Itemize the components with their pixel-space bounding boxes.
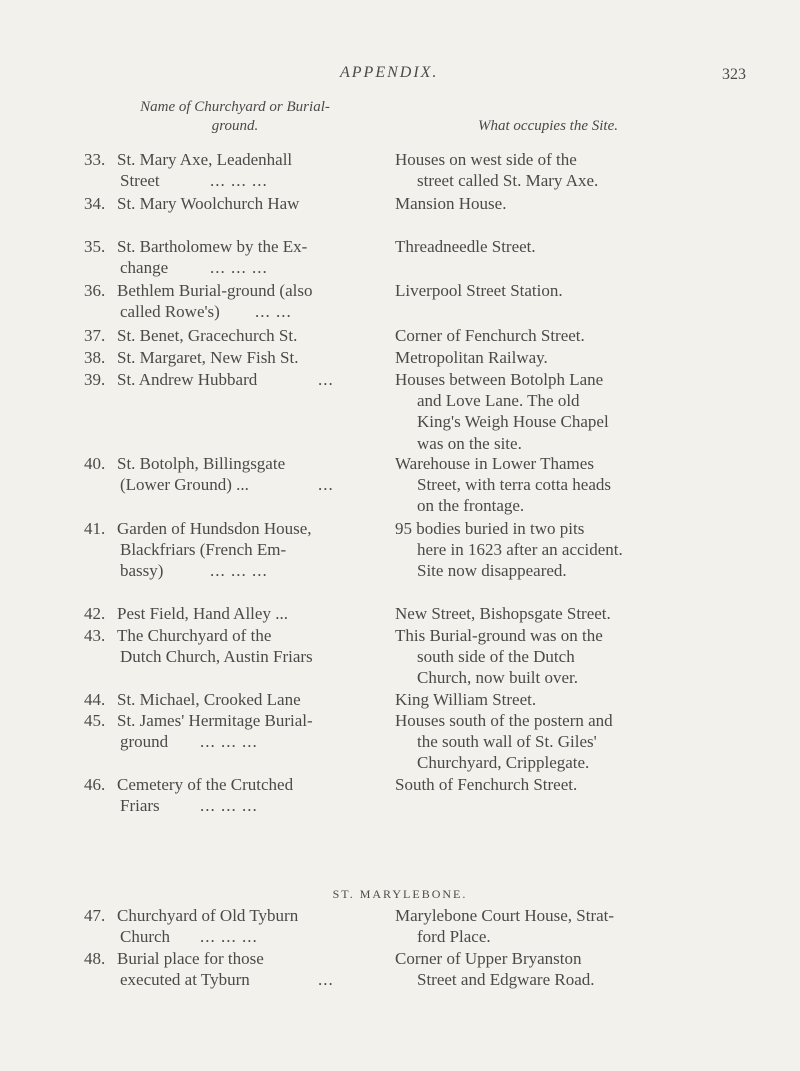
burial-ground-name-line: Friars	[120, 796, 160, 816]
entry-number: 38.	[84, 348, 106, 367]
site-occupant-line: Marylebone Court House, Strat-	[395, 906, 615, 925]
entry-number: 34.	[84, 194, 106, 213]
burial-ground-name-line: Churchyard of Old Tyburn	[117, 906, 299, 925]
site-occupant-line: the south wall of St. Giles'	[417, 732, 597, 752]
burial-ground-name-line: Cemetery of the Crutched	[117, 775, 294, 794]
burial-ground-name-line: Burial place for those	[117, 949, 264, 968]
burial-ground-name-line: called Rowe's)	[120, 302, 220, 322]
site-occupant-line: Mansion House.	[395, 194, 507, 213]
burial-ground-name-line: ground	[120, 732, 169, 752]
site-occupant-line: King William Street.	[395, 690, 537, 709]
entry-number: 36.	[84, 281, 106, 300]
site-occupant-line: and Love Lane. The old	[417, 391, 580, 411]
burial-ground-name-line: The Churchyard of the	[117, 626, 272, 645]
entry-number: 35.	[84, 237, 106, 256]
site-occupant-line: King's Weigh House Chapel	[417, 412, 609, 432]
left-heading-line: ground.	[211, 118, 259, 134]
site-occupant-line: Houses on west side of the	[395, 150, 577, 169]
burial-ground-name-line: Bethlem Burial-ground (also	[117, 281, 313, 300]
burial-ground-name-line: St. Michael, Crooked Lane	[117, 690, 301, 709]
site-occupant-line: Street, with terra cotta heads	[417, 475, 612, 495]
burial-ground-name-line: Blackfriars (French Em-	[120, 540, 287, 560]
burial-ground-name-line: Garden of Hundsdon House,	[117, 519, 312, 538]
entry-number: 41.	[84, 519, 106, 538]
burial-ground-name-line: St. Botolph, Billingsgate	[117, 454, 286, 473]
site-occupant-line: This Burial-ground was on the	[395, 626, 603, 645]
site-occupant-line: Church, now built over.	[417, 668, 579, 688]
leader-dots: ... ... ...	[210, 561, 268, 581]
burial-ground-name-line: St. Mary Axe, Leadenhall	[117, 150, 293, 169]
entry-number: 48.	[84, 949, 106, 968]
site-occupant-line: New Street, Bishopsgate Street.	[395, 604, 611, 623]
burial-ground-name-line: change	[120, 258, 169, 278]
leader-dots: ...	[318, 475, 334, 495]
entry-number: 37.	[84, 326, 106, 345]
running-head	[0, 64, 800, 88]
site-occupant-line: on the frontage.	[417, 496, 525, 516]
leader-dots: ... ... ...	[210, 171, 268, 191]
site-occupant-line: ford Place.	[417, 927, 491, 947]
site-occupant-line: Street and Edgware Road.	[417, 970, 595, 990]
leader-dots: ... ... ...	[200, 927, 258, 947]
entry-number: 47.	[84, 906, 106, 925]
site-occupant-line: Churchyard, Cripplegate.	[417, 753, 590, 773]
site-occupant-line: was on the site.	[417, 433, 522, 453]
burial-ground-name-line: Pest Field, Hand Alley ...	[117, 604, 288, 623]
burial-ground-name-line: Church	[120, 927, 171, 947]
burial-ground-name-line: St. Bartholomew by the Ex-	[117, 237, 308, 256]
entry-number: 43.	[84, 626, 106, 645]
site-occupant-line: Corner of Fenchurch Street.	[395, 326, 585, 345]
site-occupant-line: Metropolitan Railway.	[395, 348, 548, 367]
entry-number: 33.	[84, 150, 106, 169]
entry-number: 42.	[84, 604, 106, 623]
burial-ground-name-line: executed at Tyburn	[120, 970, 250, 990]
leader-dots: ... ... ...	[200, 732, 258, 752]
site-occupant-line: Site now disappeared.	[417, 561, 567, 581]
entry-number: 39.	[84, 370, 106, 389]
site-occupant-line: 95 bodies buried in two pits	[395, 519, 585, 538]
entry-number: 46.	[84, 775, 106, 794]
site-occupant-line: here in 1623 after an accident.	[417, 540, 623, 560]
burial-ground-name-line: (Lower Ground) ...	[120, 475, 249, 495]
left-column-heading	[110, 98, 360, 136]
site-occupant-line: South of Fenchurch Street.	[395, 775, 578, 794]
burial-ground-name-line: bassy)	[120, 561, 164, 581]
site-occupant-line: Houses between Botolph Lane	[395, 370, 604, 389]
right-column-heading: What occupies the Site.	[478, 118, 618, 134]
site-occupant-line: south side of the Dutch	[417, 647, 575, 667]
burial-ground-name-line: St. Mary Woolchurch Haw	[117, 194, 300, 213]
leader-dots: ... ... ...	[200, 796, 258, 816]
leader-dots: ... ... ...	[210, 258, 268, 278]
page-number: 323	[722, 66, 746, 83]
site-occupant-line: Corner of Upper Bryanston	[395, 949, 582, 968]
column-headings	[0, 98, 800, 140]
burial-ground-name-line: St. Margaret, New Fish St.	[117, 348, 299, 367]
entry-number: 45.	[84, 711, 106, 730]
burial-ground-name-line: St. Andrew Hubbard	[117, 370, 258, 389]
burial-ground-name-line: St. James' Hermitage Burial-	[117, 711, 313, 730]
leader-dots: ...	[318, 970, 334, 990]
burial-ground-name-line: Street	[120, 171, 160, 191]
site-occupant-line: Threadneedle Street.	[395, 237, 536, 256]
burial-ground-name-line: Dutch Church, Austin Friars	[120, 647, 313, 667]
burial-ground-name-line: St. Benet, Gracechurch St.	[117, 326, 298, 345]
entry-number: 40.	[84, 454, 106, 473]
leader-dots: ... ...	[255, 302, 292, 322]
left-heading-line: Name of Churchyard or Burial-	[140, 99, 330, 115]
running-title: APPENDIX.	[340, 64, 439, 81]
site-occupant-line: Liverpool Street Station.	[395, 281, 563, 300]
section-heading: ST. MARYLEBONE.	[332, 887, 468, 901]
site-occupant-line: Warehouse in Lower Thames	[395, 454, 594, 473]
leader-dots: ...	[318, 370, 334, 389]
entry-number: 44.	[84, 690, 106, 709]
site-occupant-line: street called St. Mary Axe.	[417, 171, 599, 191]
site-occupant-line: Houses south of the postern and	[395, 711, 613, 730]
